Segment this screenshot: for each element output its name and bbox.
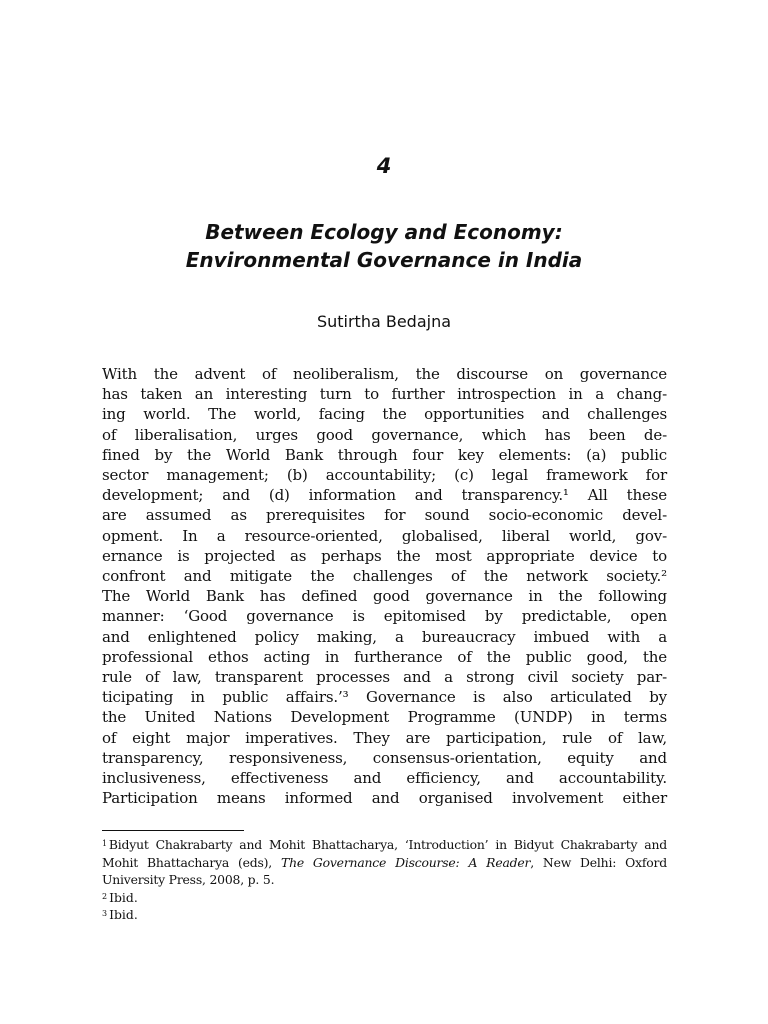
book-title: The Governance Discourse: A Reader <box>281 854 531 870</box>
chapter-title-line-2: Environmental Governance in India <box>185 248 583 272</box>
footnote-marker: 3 <box>102 909 108 919</box>
chapter-title-line-1: Between Ecology and Economy: <box>205 220 563 244</box>
chapter-author: Sutirtha Bedajna <box>316 312 452 331</box>
footnote-divider <box>102 830 244 831</box>
footnote-3: $^3$ Ibid. <box>102 907 138 923</box>
chapter-number: 4 <box>376 154 392 178</box>
footnote-marker: 1 <box>102 839 107 848</box>
footnote-1: $^1$ Bidyut Chakrabarty and Mohit Bhattacharya, ‘Introduction’ in Bidyut Chakrabarty and Mohit Bhattacharya (eds), The Governance Discourse: A Reader, New Delhi: Oxford University Press, 2008, p. 5. <box>102 837 668 888</box>
body-paragraph: With the advent of neoliberalism, the discourse on governance has taken an interesting turn to further introspection in a chang- ing world. The world, facing the opportunities and challenges of liberalisation, urges good governance, which has been de- fined by the World Bank through four key elements: (a) public sector management; (b) accountability; (c) legal framework for development; and (d) information and transparency.¹ All these are assumed as prerequisites for sound socio-economic devel- opment. In a resource-oriented, globalised, liberal world, gov- ernance is projected as perhaps the most appropriate device to confront and mitigate the challenges of the network society.² The World Bank has defined good governance in the following manner: ‘Good governance is epitomised by predictable, open and enlightened policy making, a bureaucracy imbued with a professional ethos acting in furtherance of the public good, the rule of law, transparent processes and a strong civil society par- ticipating in public affairs.’³ Governance is also articulated by the United Nations Development Programme (UNDP) in terms of eight major imperatives. They are participation, rule of law, transparency, responsiveness, consensus-orientation, equity and inclusiveness, effectiveness and efficiency, and accountability. Participation means informed and organised involvement either <box>102 365 667 808</box>
footnote-2: $^2$ Ibid. <box>102 889 138 905</box>
footnotes <box>102 836 667 924</box>
footnote-marker: 2 <box>102 891 108 901</box>
chapter-title <box>0 218 768 274</box>
